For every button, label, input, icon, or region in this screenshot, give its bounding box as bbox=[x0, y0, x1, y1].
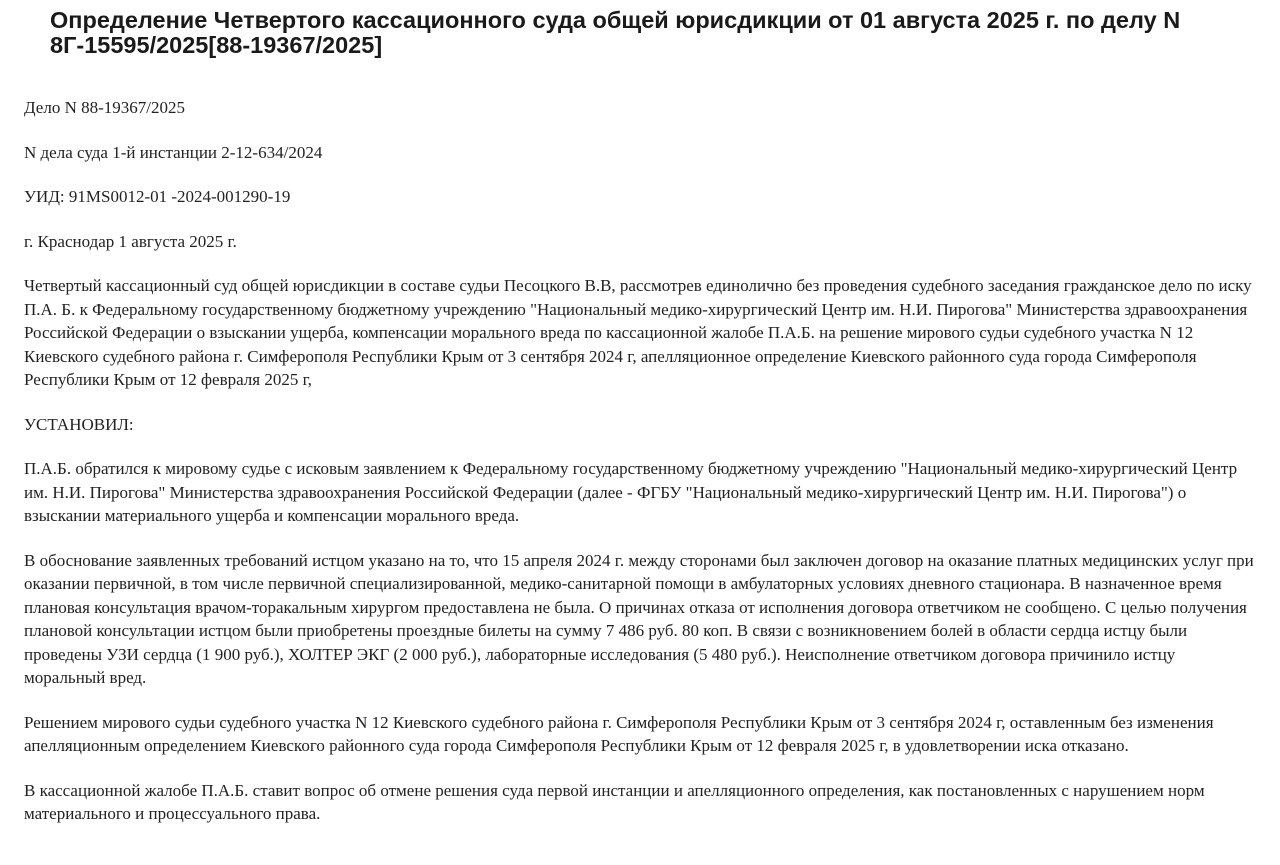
uid-line: УИД: 91MS0012-01 -2024-001290-19 bbox=[24, 187, 291, 206]
title-line-2: 8Г-15595/2025[88-19367/2025] bbox=[50, 32, 383, 58]
decision-paragraph: Решением мирового судьи судебного участка N 12 Киевского судебного района г. Симферополя Республики Крым от 3 сентября 2024 г, оставленным без изменения апелляционным определением Киевского районного суда города Симферополя Республики Крым от 12 февраля 2025 г, в удовлетворении иска отказано. bbox=[24, 712, 1214, 755]
claim-paragraph: П.А.Б. обратился к мировому судье с исковым заявлением к Федеральному государственному бюджетному учреждению "Национальный медико-хирургический Центр им. Н.И. Пирогова" Министерства здравоохранения Российской Федерации (далее - ФГБУ "Национальный медико-хирургический Центр им. Н.И. Пирогова") о взыскании материального ущерба и компенсации морального вреда. bbox=[24, 459, 1238, 525]
place-date: г. Краснодар 1 августа 2025 г. bbox=[24, 231, 237, 251]
document-title bbox=[50, 8, 1240, 58]
case-number: Дело N 88-19367/2025 bbox=[24, 98, 185, 117]
intro-paragraph: Четвертый кассационный суд общей юрисдикции в составе судьи Песоцкого В.В, рассмотрев единолично без проведения судебного заседания гражданское дело по иску П.А. Б. к Федеральному государственному бюджетному учреждению "Национальный медико-хирургический Центр им. Н.И. Пирогова" Министерства здравоохранения Российской Федерации о взыскании ущерба, компенсации морального вреда по кассационной жалобе П.А.Б. на решение мирового судьи судебного участка N 12 Киевского судебного района г. Симферополя Республики Крым от 3 сентября 2024 г, апелляционное определение Киевского районного суда города Симферополя Республики Крым от 12 февраля 2025 г, bbox=[24, 276, 1252, 389]
first-instance-number: N дела суда 1-й инстанции 2-12-634/2024 bbox=[24, 142, 323, 162]
document-body bbox=[24, 96, 1260, 847]
grounds-paragraph: В обоснование заявленных требований истцом указано на то, что 15 апреля 2024 г. между сторонами был заключен договор на оказание платных медицинских услуг при оказании первичной, в том числе первичной специализированной, медико-санитарной помощи в амбулаторных условиях дневного стационара. В назначенное время плановая консультация врачом-торакальным хирургом предоставлена не была. О причинах отказа от исполнения договора ответчиком не сообщено. С целью получения плановой консультации истцом были приобретены проездные билеты на сумму 7 486 руб. 80 коп. В связи с возникновением болей в области сердца истцу были проведены УЗИ сердца (1 900 руб.), ХОЛТЕР ЭКГ (2 000 руб.), лабораторные исследования (5 480 руб.). Неисполнение ответчиком договора причинило истцу моральный вред. bbox=[24, 550, 1254, 687]
established-heading: УСТАНОВИЛ: bbox=[24, 414, 134, 434]
appeal-paragraph: В кассационной жалобе П.А.Б. ставит вопрос об отмене решения суда первой инстанции и апелляционного определения, как постановленных с нарушением норм материального и процессуального права. bbox=[24, 780, 1205, 823]
title-line-1: Определение Четвертого кассационного суда общей юрисдикции от 01 августа 2025 г. по делу N bbox=[50, 7, 1181, 33]
